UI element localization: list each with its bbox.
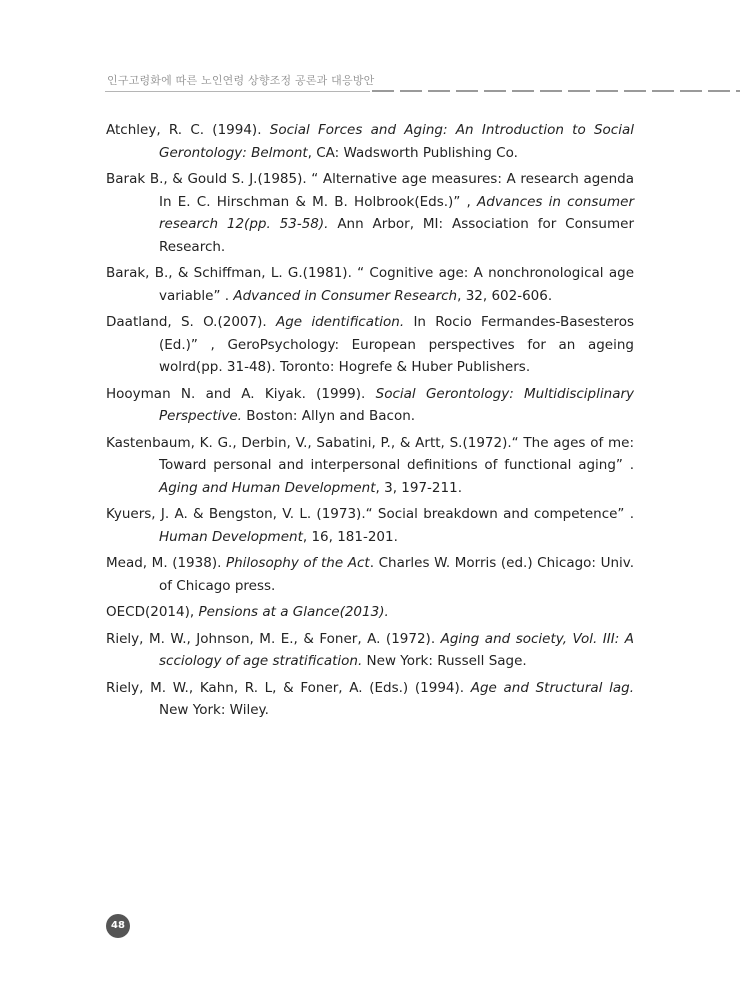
- reference-title: Age and Structural lag.: [470, 679, 634, 696]
- reference-entry: [106, 311, 634, 379]
- reference-entry: [106, 119, 634, 164]
- reference-title: Advanced in Consumer Research: [233, 287, 458, 304]
- page-number: 48: [111, 920, 125, 931]
- reference-text: OECD(2014),: [106, 604, 199, 620]
- reference-text: . Charles W. Morris (ed.) Chicago: Univ. of Chicago press.: [159, 555, 634, 594]
- reference-text: Daatland, S. O.(2007).: [106, 314, 276, 330]
- reference-title: Aging and Human Development: [159, 479, 376, 496]
- reference-text: Kyuers, J. A. & Bengston, V. L. (1973).“ Social breakdown and competence” .: [106, 506, 634, 522]
- reference-text: Riely, M. W., Johnson, M. E., & Foner, A. (1972).: [106, 630, 441, 647]
- reference-title: Age identification.: [275, 314, 405, 330]
- reference-text: , 16, 181-201.: [302, 528, 398, 545]
- reference-text: New York: Russell Sage.: [362, 653, 527, 669]
- reference-title: Social Forces and Aging: An Introduction to Social Gerontology: Belmont: [159, 122, 634, 161]
- reference-entry: [106, 503, 634, 548]
- reference-text: Barak, B., & Schiffman, L. G.(1981). “ Cognitive age: A nonchronological age variable” .: [106, 265, 634, 304]
- reference-text: , 32, 602-606.: [457, 287, 553, 304]
- reference-text: Barak B., & Gould S. J.(1985). “ Alternative age measures: A research agenda In E. C. Hirschman & M. B. Holbrook(Eds.)” ,: [106, 171, 634, 210]
- running-header-title: 인구고령화에 따른 노인연령 상향조정 공론과 대응방안: [107, 74, 375, 87]
- reference-title: Philosophy of the Act: [225, 555, 370, 571]
- reference-text: Hooyman N. and A. Kiyak. (1999).: [106, 385, 376, 402]
- reference-text: In Rocio Fermandes-Basesteros (Ed.)” , GeroPsychology: European perspectives for an ageing wolrd(pp. 31-48). Toronto: Hogrefe & Huber Publishers.: [159, 314, 634, 375]
- reference-text: Boston: Allyn and Bacon.: [241, 408, 416, 424]
- reference-entry: [106, 601, 634, 624]
- reference-title: Pensions at a Glance(2013).: [198, 604, 389, 620]
- page-number-badge: [106, 914, 130, 938]
- reference-title: Aging and society, Vol. III: A scciology of age stratification.: [159, 630, 634, 669]
- reference-text: , 3, 197-211.: [375, 479, 462, 496]
- reference-entry: [106, 168, 634, 258]
- reference-text: Atchley, R. C. (1994).: [106, 122, 270, 138]
- header-rule: [105, 91, 370, 92]
- reference-entry: [106, 552, 634, 597]
- reference-list: [106, 119, 634, 726]
- reference-text: Kastenbaum, K. G., Derbin, V., Sabatini, P., & Artt, S.(1972).“ The ages of me: Toward personal and interpersonal definitions of functional aging” .: [106, 434, 634, 473]
- reference-entry: [106, 628, 634, 673]
- reference-text: Riely, M. W., Kahn, R. L, & Foner, A. (Eds.) (1994).: [106, 679, 471, 696]
- reference-text: New York: Wiley.: [159, 702, 269, 718]
- reference-text: , CA: Wadsworth Publishing Co.: [307, 144, 518, 161]
- reference-entry: [106, 677, 634, 722]
- reference-title: Advances in consumer research 12(pp. 53-58).: [159, 193, 635, 232]
- reference-entry: [106, 432, 634, 500]
- reference-text: Mead, M. (1938).: [106, 555, 226, 571]
- reference-text: Ann Arbor, MI: Association for Consumer Research.: [159, 216, 634, 255]
- reference-entry: [106, 383, 634, 428]
- header-dashed-rule: [372, 90, 740, 93]
- reference-title: Social Gerontology: Multidisciplinary Perspective.: [159, 385, 634, 424]
- reference-entry: [106, 262, 634, 307]
- reference-title: Human Development: [159, 528, 303, 545]
